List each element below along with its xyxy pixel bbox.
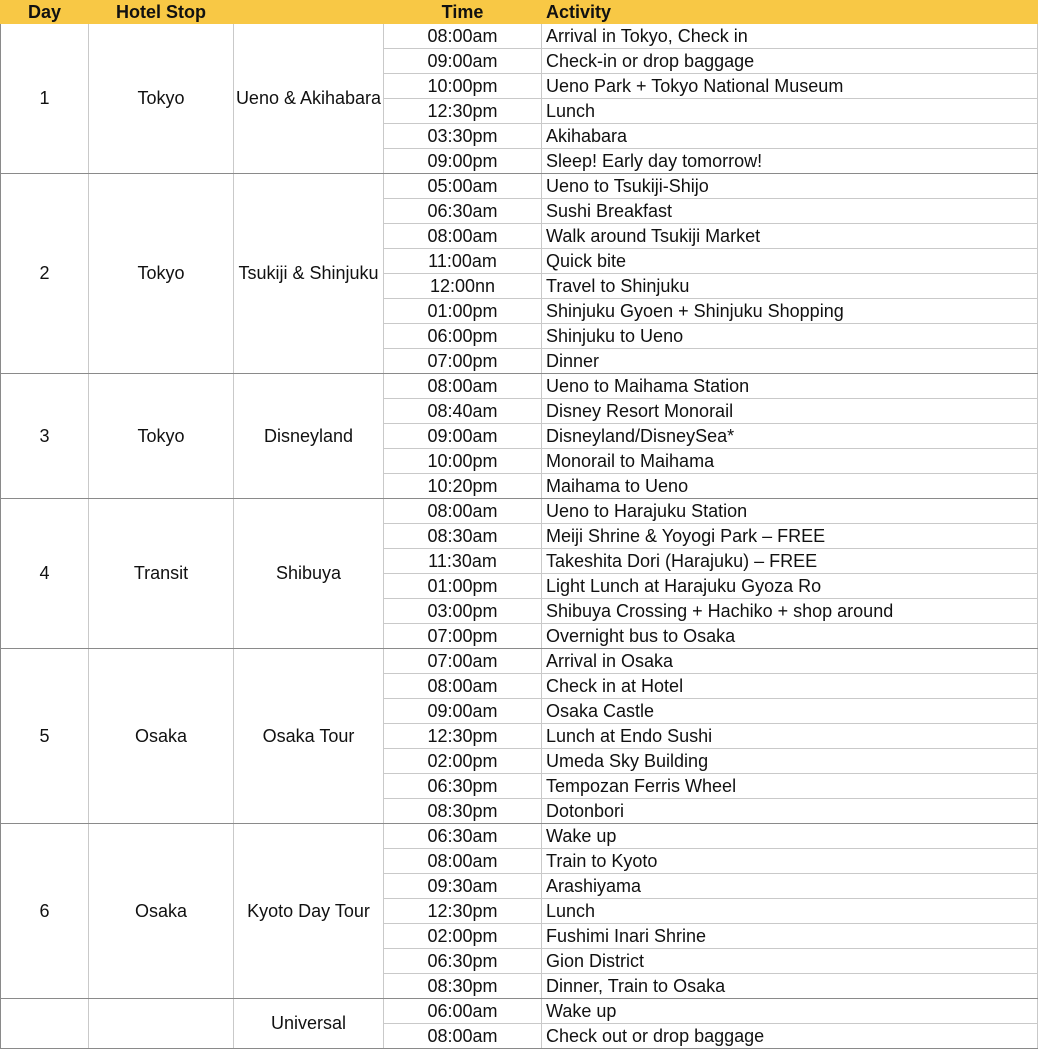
activity-cell[interactable]: Lunch (542, 899, 1038, 924)
activity-cell[interactable]: Ueno Park + Tokyo National Museum (542, 74, 1038, 99)
day-cell[interactable]: 5 (1, 649, 89, 824)
header-area[interactable] (234, 1, 384, 24)
activity-cell[interactable]: Check-in or drop baggage (542, 49, 1038, 74)
time-cell[interactable]: 10:00pm (384, 74, 542, 99)
area-cell[interactable]: Disneyland (234, 374, 384, 499)
activity-cell[interactable]: Check in at Hotel (542, 674, 1038, 699)
hotel-stop-cell[interactable] (89, 999, 234, 1049)
header-activity[interactable]: Activity (542, 1, 1038, 24)
activity-cell[interactable]: Arrival in Osaka (542, 649, 1038, 674)
activity-cell[interactable]: Walk around Tsukiji Market (542, 224, 1038, 249)
table-row (1, 999, 1038, 1024)
time-cell[interactable]: 12:00nn (384, 274, 542, 299)
activity-cell[interactable]: Osaka Castle (542, 699, 1038, 724)
area-cell[interactable]: Kyoto Day Tour (234, 824, 384, 999)
time-cell[interactable]: 08:00am (384, 674, 542, 699)
time-cell[interactable]: 06:30am (384, 824, 542, 849)
time-cell[interactable]: 06:30am (384, 199, 542, 224)
time-cell[interactable]: 10:00pm (384, 449, 542, 474)
table-row (1, 374, 1038, 399)
activity-cell[interactable]: Lunch at Endo Sushi (542, 724, 1038, 749)
day-cell[interactable]: 4 (1, 499, 89, 649)
time-cell[interactable]: 10:20pm (384, 474, 542, 499)
header-row (1, 1, 1038, 24)
time-cell[interactable]: 09:00am (384, 699, 542, 724)
time-cell[interactable]: 06:00pm (384, 324, 542, 349)
table-row (1, 24, 1038, 49)
header-day[interactable]: Day (1, 1, 89, 24)
activity-cell[interactable]: Light Lunch at Harajuku Gyoza Ro (542, 574, 1038, 599)
activity-cell[interactable]: Dinner, Train to Osaka (542, 974, 1038, 999)
time-cell[interactable]: 11:00am (384, 249, 542, 274)
activity-cell[interactable]: Dinner (542, 349, 1038, 374)
activity-cell[interactable]: Shinjuku to Ueno (542, 324, 1038, 349)
day-cell[interactable] (1, 999, 89, 1049)
time-cell[interactable]: 08:30pm (384, 974, 542, 999)
activity-cell[interactable]: Wake up (542, 999, 1038, 1024)
area-cell[interactable]: Universal (234, 999, 384, 1049)
activity-cell[interactable]: Sleep! Early day tomorrow! (542, 149, 1038, 174)
table-row (1, 499, 1038, 524)
time-cell[interactable]: 12:30pm (384, 899, 542, 924)
day-cell[interactable]: 3 (1, 374, 89, 499)
hotel-stop-cell[interactable]: Osaka (89, 649, 234, 824)
time-cell[interactable]: 08:00am (384, 374, 542, 399)
time-cell[interactable]: 06:30pm (384, 949, 542, 974)
activity-cell[interactable]: Check out or drop baggage (542, 1024, 1038, 1049)
activity-cell[interactable]: Gion District (542, 949, 1038, 974)
activity-cell[interactable]: Takeshita Dori (Harajuku) – FREE (542, 549, 1038, 574)
activity-cell[interactable]: Shibuya Crossing + Hachiko + shop around (542, 599, 1038, 624)
itinerary-body (1, 24, 1038, 1049)
time-cell[interactable]: 11:30am (384, 549, 542, 574)
time-cell[interactable]: 08:00am (384, 1024, 542, 1049)
time-cell[interactable]: 01:00pm (384, 574, 542, 599)
hotel-stop-cell[interactable]: Tokyo (89, 374, 234, 499)
area-cell[interactable]: Ueno & Akihabara (234, 24, 384, 174)
hotel-stop-cell[interactable]: Transit (89, 499, 234, 649)
time-cell[interactable]: 03:00pm (384, 599, 542, 624)
activity-cell[interactable]: Sushi Breakfast (542, 199, 1038, 224)
activity-cell[interactable]: Disney Resort Monorail (542, 399, 1038, 424)
activity-cell[interactable]: Lunch (542, 99, 1038, 124)
activity-cell[interactable]: Ueno to Harajuku Station (542, 499, 1038, 524)
activity-cell[interactable]: Shinjuku Gyoen + Shinjuku Shopping (542, 299, 1038, 324)
activity-cell[interactable]: Train to Kyoto (542, 849, 1038, 874)
hotel-stop-cell[interactable]: Tokyo (89, 24, 234, 174)
time-cell[interactable]: 08:00am (384, 224, 542, 249)
time-cell[interactable]: 05:00am (384, 174, 542, 199)
time-cell[interactable]: 08:30pm (384, 799, 542, 824)
time-cell[interactable]: 09:00am (384, 424, 542, 449)
time-cell[interactable]: 08:00am (384, 849, 542, 874)
activity-cell[interactable]: Arashiyama (542, 874, 1038, 899)
time-cell[interactable]: 02:00pm (384, 749, 542, 774)
time-cell[interactable]: 03:30pm (384, 124, 542, 149)
activity-cell[interactable]: Disneyland/DisneySea* (542, 424, 1038, 449)
day-cell[interactable]: 1 (1, 24, 89, 174)
activity-cell[interactable]: Dotonbori (542, 799, 1038, 824)
table-row (1, 649, 1038, 674)
activity-cell[interactable]: Umeda Sky Building (542, 749, 1038, 774)
time-cell[interactable]: 07:00pm (384, 349, 542, 374)
header-hotel-stop[interactable]: Hotel Stop (89, 1, 234, 24)
activity-cell[interactable]: Ueno to Maihama Station (542, 374, 1038, 399)
time-cell[interactable]: 07:00am (384, 649, 542, 674)
area-cell[interactable]: Shibuya (234, 499, 384, 649)
time-cell[interactable]: 08:00am (384, 24, 542, 49)
hotel-stop-cell[interactable]: Tokyo (89, 174, 234, 374)
day-cell[interactable]: 2 (1, 174, 89, 374)
activity-cell[interactable]: Overnight bus to Osaka (542, 624, 1038, 649)
time-cell[interactable]: 12:30pm (384, 724, 542, 749)
activity-cell[interactable]: Wake up (542, 824, 1038, 849)
time-cell[interactable]: 02:00pm (384, 924, 542, 949)
time-cell[interactable]: 09:00am (384, 49, 542, 74)
time-cell[interactable]: 07:00pm (384, 624, 542, 649)
activity-cell[interactable]: Tempozan Ferris Wheel (542, 774, 1038, 799)
header-time[interactable]: Time (384, 1, 542, 24)
table-row (1, 824, 1038, 849)
area-cell[interactable]: Osaka Tour (234, 649, 384, 824)
activity-cell[interactable]: Monorail to Maihama (542, 449, 1038, 474)
area-cell[interactable]: Tsukiji & Shinjuku (234, 174, 384, 374)
time-cell[interactable]: 08:30am (384, 524, 542, 549)
day-cell[interactable]: 6 (1, 824, 89, 999)
activity-cell[interactable]: Ueno to Tsukiji-Shijo (542, 174, 1038, 199)
activity-cell[interactable]: Quick bite (542, 249, 1038, 274)
time-cell[interactable]: 08:40am (384, 399, 542, 424)
activity-cell[interactable]: Meiji Shrine & Yoyogi Park – FREE (542, 524, 1038, 549)
activity-cell[interactable]: Fushimi Inari Shrine (542, 924, 1038, 949)
table-row (1, 174, 1038, 199)
activity-cell[interactable]: Maihama to Ueno (542, 474, 1038, 499)
hotel-stop-cell[interactable]: Osaka (89, 824, 234, 999)
activity-cell[interactable]: Arrival in Tokyo, Check in (542, 24, 1038, 49)
time-cell[interactable]: 01:00pm (384, 299, 542, 324)
activity-cell[interactable]: Travel to Shinjuku (542, 274, 1038, 299)
time-cell[interactable]: 09:00pm (384, 149, 542, 174)
time-cell[interactable]: 06:30pm (384, 774, 542, 799)
time-cell[interactable]: 09:30am (384, 874, 542, 899)
time-cell[interactable]: 08:00am (384, 499, 542, 524)
time-cell[interactable]: 12:30pm (384, 99, 542, 124)
activity-cell[interactable]: Akihabara (542, 124, 1038, 149)
time-cell[interactable]: 06:00am (384, 999, 542, 1024)
